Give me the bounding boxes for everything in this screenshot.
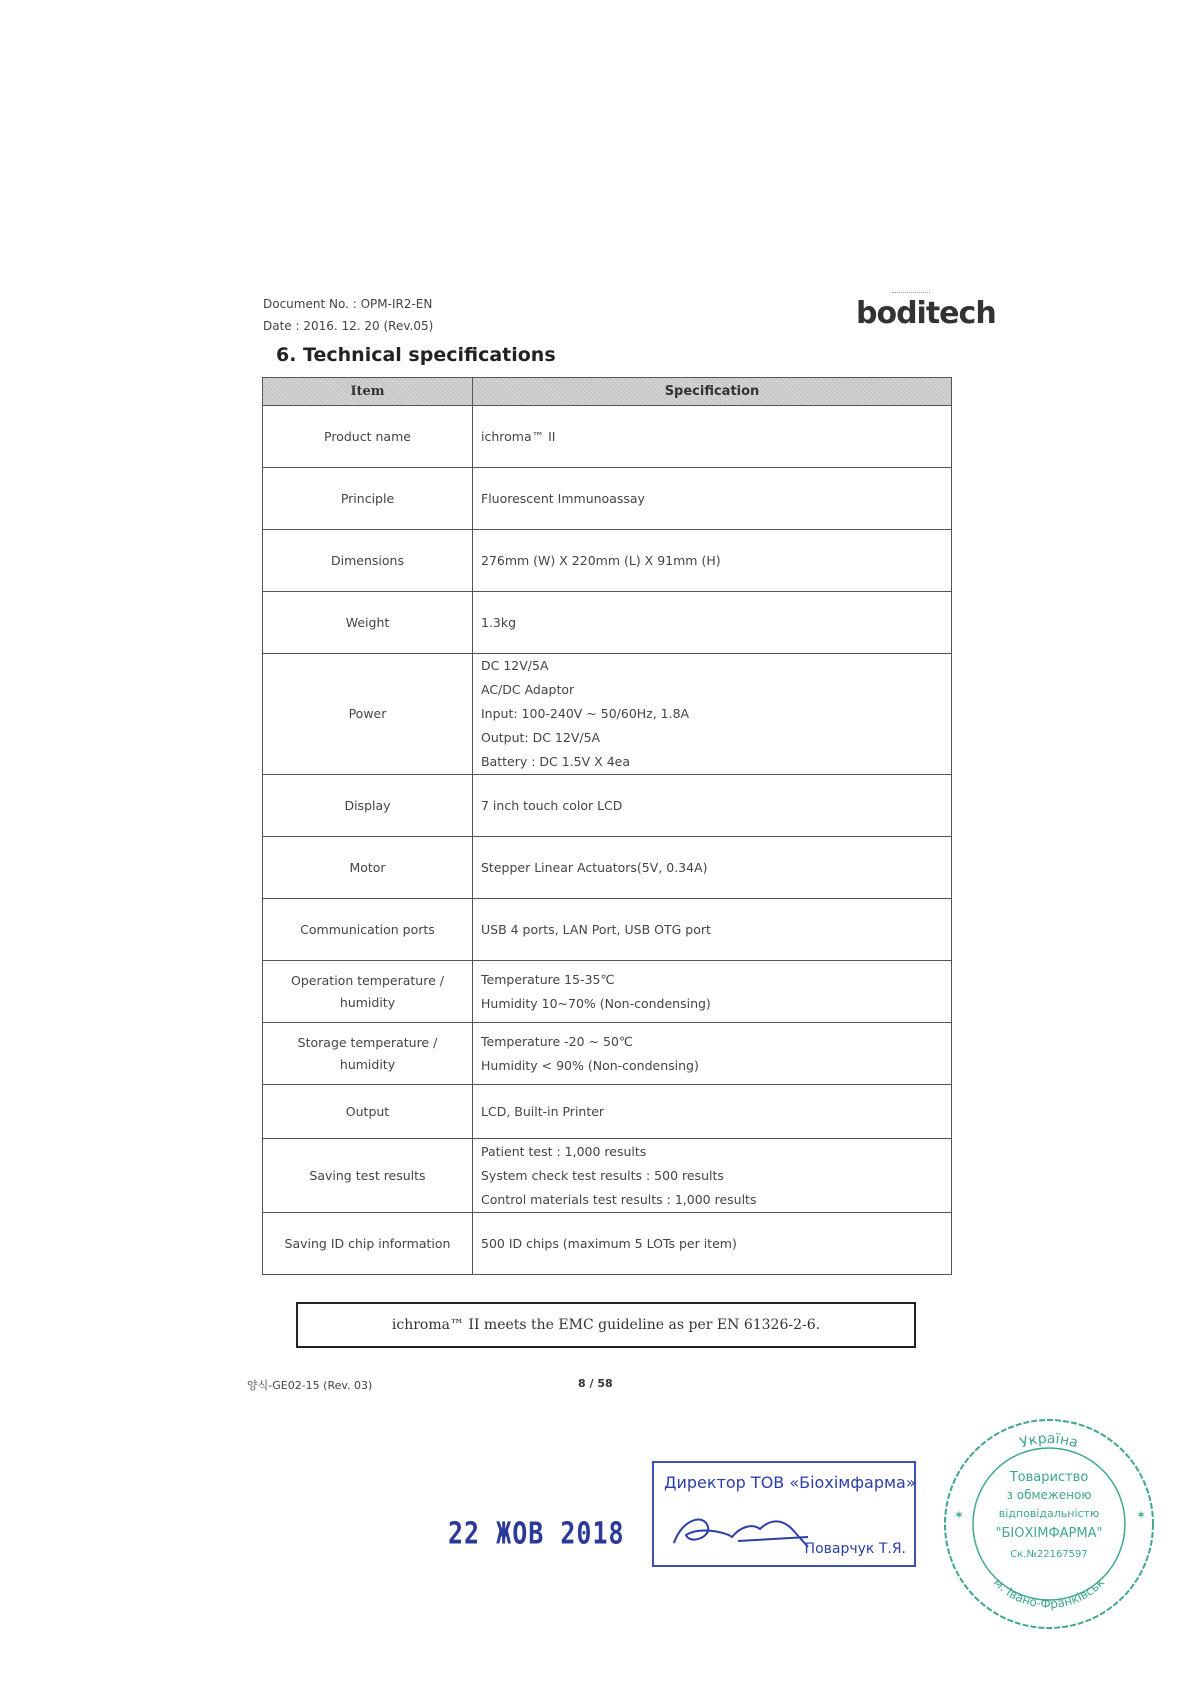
section-title: 6. Technical specifications	[276, 344, 556, 366]
seal-line-4: "БІОХІМФАРМА"	[995, 1526, 1103, 1541]
row-value	[473, 961, 952, 1023]
row-item: Motor	[263, 837, 473, 899]
row-item: Output	[263, 1085, 473, 1139]
spec-table	[262, 377, 952, 1275]
value-line: USB 4 ports, LAN Port, USB OTG port	[481, 921, 711, 937]
row-item: Operation temperature / humidity	[263, 961, 473, 1023]
row-item: Saving test results	[263, 1139, 473, 1213]
row-value	[473, 1213, 952, 1275]
page-number: 8 / 58	[578, 1377, 613, 1390]
row-value	[473, 1085, 952, 1139]
row-item: Saving ID chip information	[263, 1213, 473, 1275]
row-value	[473, 1139, 952, 1213]
value-line: Control materials test results : 1,000 results	[481, 1191, 757, 1207]
table-row	[263, 592, 952, 654]
value-line: Input: 100-240V ~ 50/60Hz, 1.8A	[481, 706, 690, 721]
value-line: DC 12V/5A	[481, 658, 549, 673]
document-date: Date : 2016. 12. 20 (Rev.05)	[263, 319, 434, 333]
row-item: Weight	[263, 592, 473, 654]
header-item: Item	[263, 378, 473, 406]
company-logo: boditech	[856, 296, 996, 331]
signature-stamp	[652, 1461, 916, 1567]
value-line: ichroma™ II	[481, 428, 556, 444]
table-row	[263, 1213, 952, 1275]
row-value	[473, 530, 952, 592]
row-value	[473, 592, 952, 654]
signature-title: Директор ТОВ «Біохімфарма»	[664, 1473, 916, 1492]
row-item: Communication ports	[263, 899, 473, 961]
row-item: Dimensions	[263, 530, 473, 592]
company-seal	[940, 1415, 1158, 1633]
table-row	[263, 1139, 952, 1213]
value-line: Humidity 10~70% (Non-condensing)	[481, 995, 711, 1011]
seal-line-1: Товариство	[1009, 1470, 1089, 1485]
row-value	[473, 775, 952, 837]
row-item: Product name	[263, 406, 473, 468]
table-row	[263, 1023, 952, 1085]
value-line: Fluorescent Immunoassay	[481, 490, 645, 506]
seal-bottom-text: м. Івано-Франківськ	[990, 1575, 1108, 1612]
value-line: 500 ID chips (maximum 5 LOTs per item)	[481, 1235, 737, 1251]
value-line: Battery : DC 1.5V X 4ea	[481, 754, 630, 769]
row-item: Principle	[263, 468, 473, 530]
row-value	[473, 654, 952, 775]
value-line: 276mm (W) X 220mm (L) X 91mm (H)	[481, 552, 721, 568]
table-row	[263, 1085, 952, 1139]
table-row	[263, 961, 952, 1023]
row-item: Display	[263, 775, 473, 837]
value-line: Temperature -20 ~ 50℃	[481, 1033, 633, 1049]
seal-outer-ring	[945, 1420, 1153, 1628]
row-value	[473, 406, 952, 468]
row-value	[473, 899, 952, 961]
footer-form-code: 양식-GE02-15 (Rev. 03)	[247, 1379, 373, 1392]
row-value	[473, 1023, 952, 1085]
row-item: Power	[263, 654, 473, 775]
value-line: Temperature 15-35℃	[481, 971, 615, 987]
value-line: Stepper Linear Actuators(5V, 0.34A)	[481, 859, 708, 875]
handwritten-signature	[668, 1507, 818, 1553]
value-line: AC/DC Adaptor	[481, 682, 575, 697]
seal-star-icon: ✶	[954, 1508, 965, 1522]
table-row	[263, 530, 952, 592]
value-line: Patient test : 1,000 results	[481, 1143, 647, 1159]
seal-star-icon: ✶	[1136, 1508, 1147, 1522]
value-line: 7 inch touch color LCD	[481, 797, 623, 813]
signature-name: Поварчук Т.Я.	[804, 1541, 906, 1557]
row-item: Storage temperature / humidity	[263, 1023, 473, 1085]
emc-notice: ichroma™ II meets the EMC guideline as per EN 61326-2-6.	[296, 1302, 916, 1348]
value-line: System check test results : 500 results	[481, 1167, 724, 1183]
value-line: Humidity < 90% (Non-condensing)	[481, 1057, 699, 1073]
table-row	[263, 837, 952, 899]
row-value	[473, 468, 952, 530]
table-header-row	[263, 378, 952, 406]
table-row	[263, 654, 952, 775]
date-stamp: 22 ЖОВ 2018	[448, 1516, 625, 1551]
seal-code: Ск.№22167597	[1010, 1549, 1088, 1560]
value-line: Output: DC 12V/5A	[481, 730, 601, 745]
document-meta	[263, 293, 433, 337]
value-line: 1.3kg	[481, 614, 517, 630]
seal-top-text: Україна	[1018, 1430, 1080, 1452]
seal-line-2: з обмеженою	[1006, 1488, 1092, 1502]
table-row	[263, 899, 952, 961]
document-number: Document No. : OPM-IR2-EN	[263, 297, 433, 311]
table-row	[263, 468, 952, 530]
value-line: LCD, Built-in Printer	[481, 1103, 605, 1119]
table-row	[263, 406, 952, 468]
table-row	[263, 775, 952, 837]
row-value	[473, 837, 952, 899]
header-specification: Specification	[473, 378, 952, 406]
seal-line-3: відповідальністю	[998, 1507, 1100, 1520]
